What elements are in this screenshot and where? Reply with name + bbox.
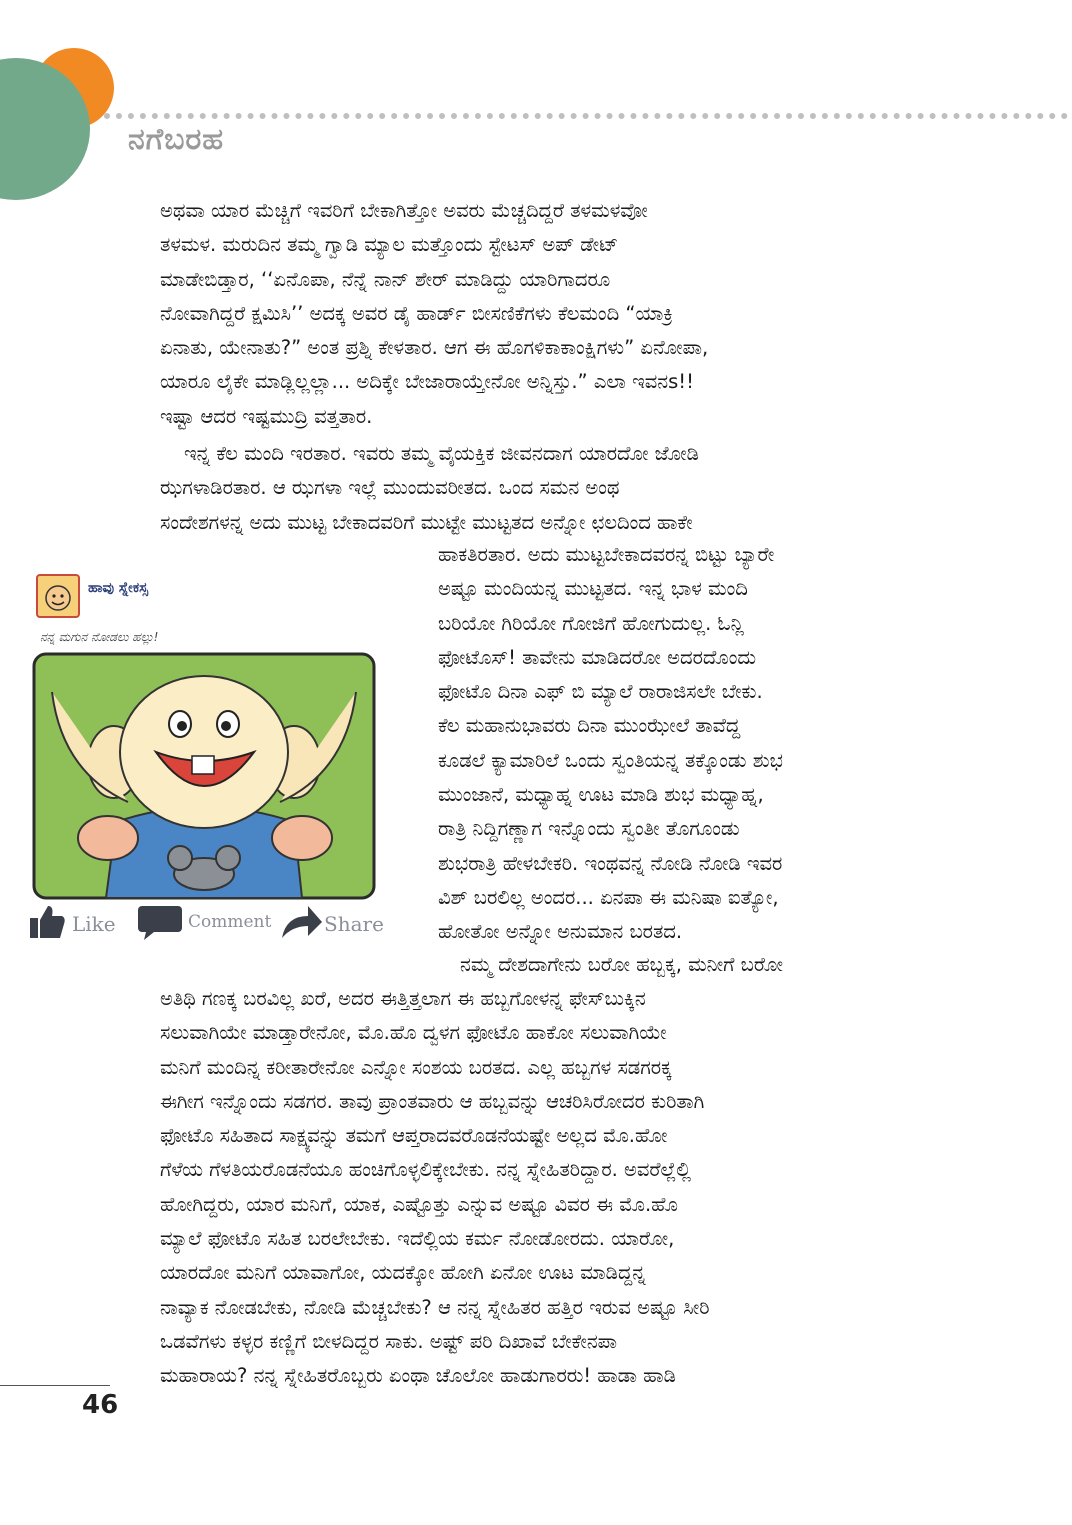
text-line: ಗೆಳೆಯ ಗೆಳತಿಯರೊಡನೆಯೂ ಹಂಚಿಗೊಳ್ಳಲಿಕ್ಕೇಬೇಕು. ನನ್ನ ಸ್ನೇಹಿತರಿದ್ದಾರ. ಅವರೆಲ್ಲೆಲ್ಲಿ <box>160 1158 691 1182</box>
page-number: 46 <box>82 1390 119 1420</box>
text-line: ಅತಿಥಿ ಗಣಕ್ಕ ಬರವಿಲ್ಲ ಖರೆ, ಅದರ ಈತ್ತಿತ್ತಲಾಗ ಈ ಹಬ್ಬಗೋಳನ್ನ ಫೇಸ್‌ಬುಕ್ಕಿನ <box>160 987 646 1010</box>
text-line: ಝಗಳಾಡಿರತಾರ. ಆ ಝಗಳಾ ಇಲ್ಲೆ ಮುಂದುವರೀತದ. ಒಂದ ಸಮನ ಅಂಥ <box>160 476 620 500</box>
text-line: ರಾತ್ರಿ ನಿದ್ದಿಗಣ್ಣಾಗ ಇನ್ನೊಂದು ಸ್ವಂತೀ ತೊಗೂಂಡು <box>438 817 740 841</box>
text-line: ಶುಭರಾತ್ರಿ ಹೇಳಬೇಕರಿ. ಇಂಥವನ್ನ ನೋಡಿ ನೋಡಿ ಇವರ <box>438 851 783 875</box>
share-arrow-icon <box>278 902 324 942</box>
text-line: ಈಗೀಗ ಇನ್ನೊಂದು ಸಡಗರ. ತಾವು ಪ್ರಾಂತವಾರು ಆ ಹಬ್ಬವನ್ನು ಆಚರಿಸಿರೋದರ ಕುರಿತಾಗಿ <box>160 1089 705 1113</box>
text-line: ಅಥವಾ ಯಾರ ಮೆಚ್ಚಿಗೆ ಇವರಿಗೆ ಬೇಕಾಗಿತ್ತೋ ಅವರು ಮೆಚ್ಚದಿದ್ದರೆ ತಳಮಳವೋ <box>160 199 648 222</box>
like-button[interactable] <box>28 902 128 946</box>
text-line: ಮ್ಯಾಲೆ ಫೋಟೊ ಸಹಿತ ಬರಲೇಬೇಕು. ಇದೆಲ್ಲಿಯ ಕರ್ಮ ನೋಡೋರದು. ಯಾರೋ, <box>160 1227 675 1251</box>
footer-rule <box>0 1385 110 1386</box>
text-line: ತಳಮಳ. ಮರುದಿನ ತಮ್ಮ ಗ್ವಾಡಿ ಮ್ಯಾಲ ಮತ್ತೊಂದು ಸ್ಟೇಟಸ್ ಅಪ್ ಡೇಟ್ <box>160 233 619 257</box>
text-line: ಇನ್ನ ಕೆಲ ಮಂದಿ ಇರತಾರ. ಇವರು ತಮ್ಮ ವೈಯಕ್ತಿಕ ಜೀವನದಾಗ ಯಾರದೋ ಜೋಡಿ <box>184 442 699 465</box>
text-line: ಬರಿಯೋ ಗಿರಿಯೋ ಗೋಜಿಗೆ ಹೋಗುದುಲ್ಲ. ಓನ್ಲಿ <box>438 611 744 635</box>
facebook-post-illustration <box>24 572 384 952</box>
post-caption: ನನ್ನ ಮಗುನ ನೋಡಲು ಹಲ್ಲು! <box>40 630 159 644</box>
text-line: ಅಷ್ಟೂ ಮಂದಿಯನ್ನ ಮುಟ್ಟತದ. ಇನ್ನ ಭಾಳ ಮಂದಿ <box>438 577 748 601</box>
paragraph-3-first-line <box>460 948 783 982</box>
paragraph-3 <box>160 982 920 1394</box>
post-page-name: ಹಾವು ಸ್ನೇಕಸ್ಸ <box>88 580 148 596</box>
text-line: ನಮ್ಮ ದೇಶದಾಗೇನು ಬರೋ ಹಬ್ಬಕ್ಕ, ಮನೀಗೆ ಬರೋ <box>460 953 783 976</box>
text-line: ಇಷ್ಟಾ ಆದರ ಇಷ್ಟಮುದ್ರಿ ವತ್ತತಾರ. <box>160 404 373 428</box>
text-line: ಫೋಟೊ ದಿನಾ ಎಫ್ ಬಿ ಮ್ಯಾಲೆ ರಾರಾಜಿಸಲೇ ಬೇಕು. <box>438 680 763 704</box>
paragraph-2 <box>160 437 920 540</box>
text-line: ಒಡವೆಗಳು ಕಳ್ಳರ ಕಣ್ಣಿಗೆ ಬೀಳದಿದ್ದರ ಸಾಕು. ಅಷ್ಟ್ ಪರಿ ದಿಖಾವೆ ಬೇಕೇನಪಾ <box>160 1329 618 1353</box>
header-dotted-rule <box>104 113 1068 119</box>
like-label: Like <box>72 912 116 936</box>
comment-icon <box>136 902 184 942</box>
text-line: ಫೋಟೊ ಸಹಿತಾದ ಸಾಕ್ಷ್ಯವನ್ನು ತಮಗೆ ಆಪ್ತರಾದವರೊಡನೆಯಷ್ಟೇ ಅಲ್ಲದ ಮೊ.ಹೋ <box>160 1124 668 1148</box>
text-line: ಮಾಡೇಬಿಡ್ತಾರ, ‘‘ಏನೊಪಾ, ನೆನ್ನೆ ನಾನ್ ಶೇರ್ ಮಾಡಿದ್ದು ಯಾರಿಗಾದರೂ <box>160 267 611 291</box>
text-line: ಮನಿಗೆ ಮಂದಿನ್ನ ಕರೀತಾರೇನೋ ಎನ್ನೋ ಸಂಶಯ ಬರತದ. ಎಲ್ಲ ಹಬ್ಬಗಳ ಸಡಗರಕ್ಕ <box>160 1055 672 1079</box>
text-line: ಹೋತೋ ಅನ್ನೋ ಅನುಮಾನ ಬರತದ. <box>438 920 683 944</box>
text-line: ಸಲುವಾಗಿಯೇ ಮಾಡ್ತಾರೇನೋ, ಮೊ.ಹೊ ದ್ವಳಗ ಫೋಟೊ ಹಾಕೋ ಸಲುವಾಗಿಯೇ <box>160 1021 667 1045</box>
thumbs-up-icon <box>28 902 68 942</box>
text-line: ಮುಂಜಾನೆ, ಮಧ್ಯಾಹ್ನ ಊಟ ಮಾಡಿ ಶುಭ ಮಧ್ಯಾಹ್ನ, <box>438 783 764 807</box>
text-line: ಹಾಕತಿರತಾರ. ಅದು ಮುಟ್ಟಬೇಕಾದವರನ್ನ ಬಿಟ್ಟು ಬ್ಯಾರೇ <box>438 543 775 566</box>
text-line: ಯಾರೂ ಲೈಕೇ ಮಾಡ್ಲಿಲ್ಲಲ್ಲಾ... ಅದಿಕ್ಕೇ ಬೇಜಾರಾಯ್ತೇನೋ ಅನ್ನಿಸ್ತು.” ಎಲಾ ಇವನs!! <box>160 370 694 394</box>
text-line: ಯಾರದೋ ಮನಿಗೆ ಯಾವಾಗೋ, ಯದಕ್ಕೋ ಹೋಗಿ ಏನೋ ಊಟ ಮಾಡಿದ್ದನ್ನ <box>160 1261 646 1285</box>
comment-label: Comment <box>188 912 272 932</box>
comment-button[interactable] <box>136 902 276 946</box>
text-line: ವಿಶ್ ಬರಲಿಲ್ಲ ಅಂದರ... ಏನಪಾ ಈ ಮನಿಷಾ ಐತ್ಯೋ, <box>438 885 779 909</box>
text-line: ಫೋಟೊಸ್! ತಾವೇನು ಮಾಡಿದರೋ ಅದರದೊಂದು <box>438 645 757 669</box>
avatar <box>36 574 80 618</box>
text-line: ಕೆಲ ಮಹಾನುಭಾವರು ದಿನಾ ಮುಂಝೇಲೆ ತಾವೆದ್ದ <box>438 714 741 738</box>
text-line: ಹೋಗಿದ್ದರು, ಯಾರ ಮನಿಗೆ, ಯಾಕ, ಎಷ್ಟೊತ್ತು ಎನ್ನುವ ಅಷ್ಟೂ ವಿವರ ಈ ಮೊ.ಹೊ <box>160 1192 678 1216</box>
text-line: ನಾವ್ಯಾಕ ನೋಡಬೇಕು, ನೋಡಿ ಮೆಚ್ಚಬೇಕು? ಆ ನನ್ನ ಸ್ನೇಹಿತರ ಹತ್ತಿರ ಇರುವ ಅಷ್ಟೂ ಸೀರಿ <box>160 1295 710 1319</box>
share-label: Share <box>324 912 384 936</box>
share-button[interactable] <box>278 902 384 946</box>
section-title: ನಗೆಬರಹ <box>128 122 225 157</box>
paragraph-2-column <box>438 538 918 950</box>
post-action-bar <box>28 902 384 946</box>
text-line: ನೋವಾಗಿದ್ದರೆ ಕ್ಷಮಿಸಿ’’ ಅದಕ್ಕ ಅವರ ಡೈ ಹಾರ್ಡ್ ಬೀಸಣಿಕೆಗಳು ಕೆಲಮಂದಿ “ಯಾಕ್ರಿ <box>160 301 674 325</box>
baby-cartoon-photo <box>32 652 376 900</box>
text-line: ಏನಾತು, ಯೇನಾತು?” ಅಂತ ಪ್ರಶ್ನಿ ಕೇಳತಾರ. ಆಗ ಈ ಹೊಗಳಿಕಾಕಾಂಕ್ಷಿಗಳು” ಏನೋಪಾ, <box>160 336 709 360</box>
text-line: ಸಂದೇಶಗಳನ್ನ ಅದು ಮುಟ್ಟ ಬೇಕಾದವರಿಗೆ ಮುಟ್ಟೇ ಮುಟ್ಟತದ ಅನ್ನೋ ಛಲದಿಂದ ಹಾಕೇ <box>160 510 693 534</box>
text-line: ಕೂಡಲೆ ಕ್ಯಾಮಾರಿಲೆ ಒಂದು ಸ್ವಂತಿಯನ್ನ ತಕ್ಕೊಂಡು ಶುಭ <box>438 748 783 772</box>
paragraph-1 <box>160 194 920 434</box>
text-line: ಮಹಾರಾಯ? ನನ್ನ ಸ್ನೇಹಿತರೊಬ್ಬರು ಏಂಥಾ ಚೊಲೋ ಹಾಡುಗಾರರು! ಹಾಡಾ ಹಾಡಿ <box>160 1364 676 1388</box>
